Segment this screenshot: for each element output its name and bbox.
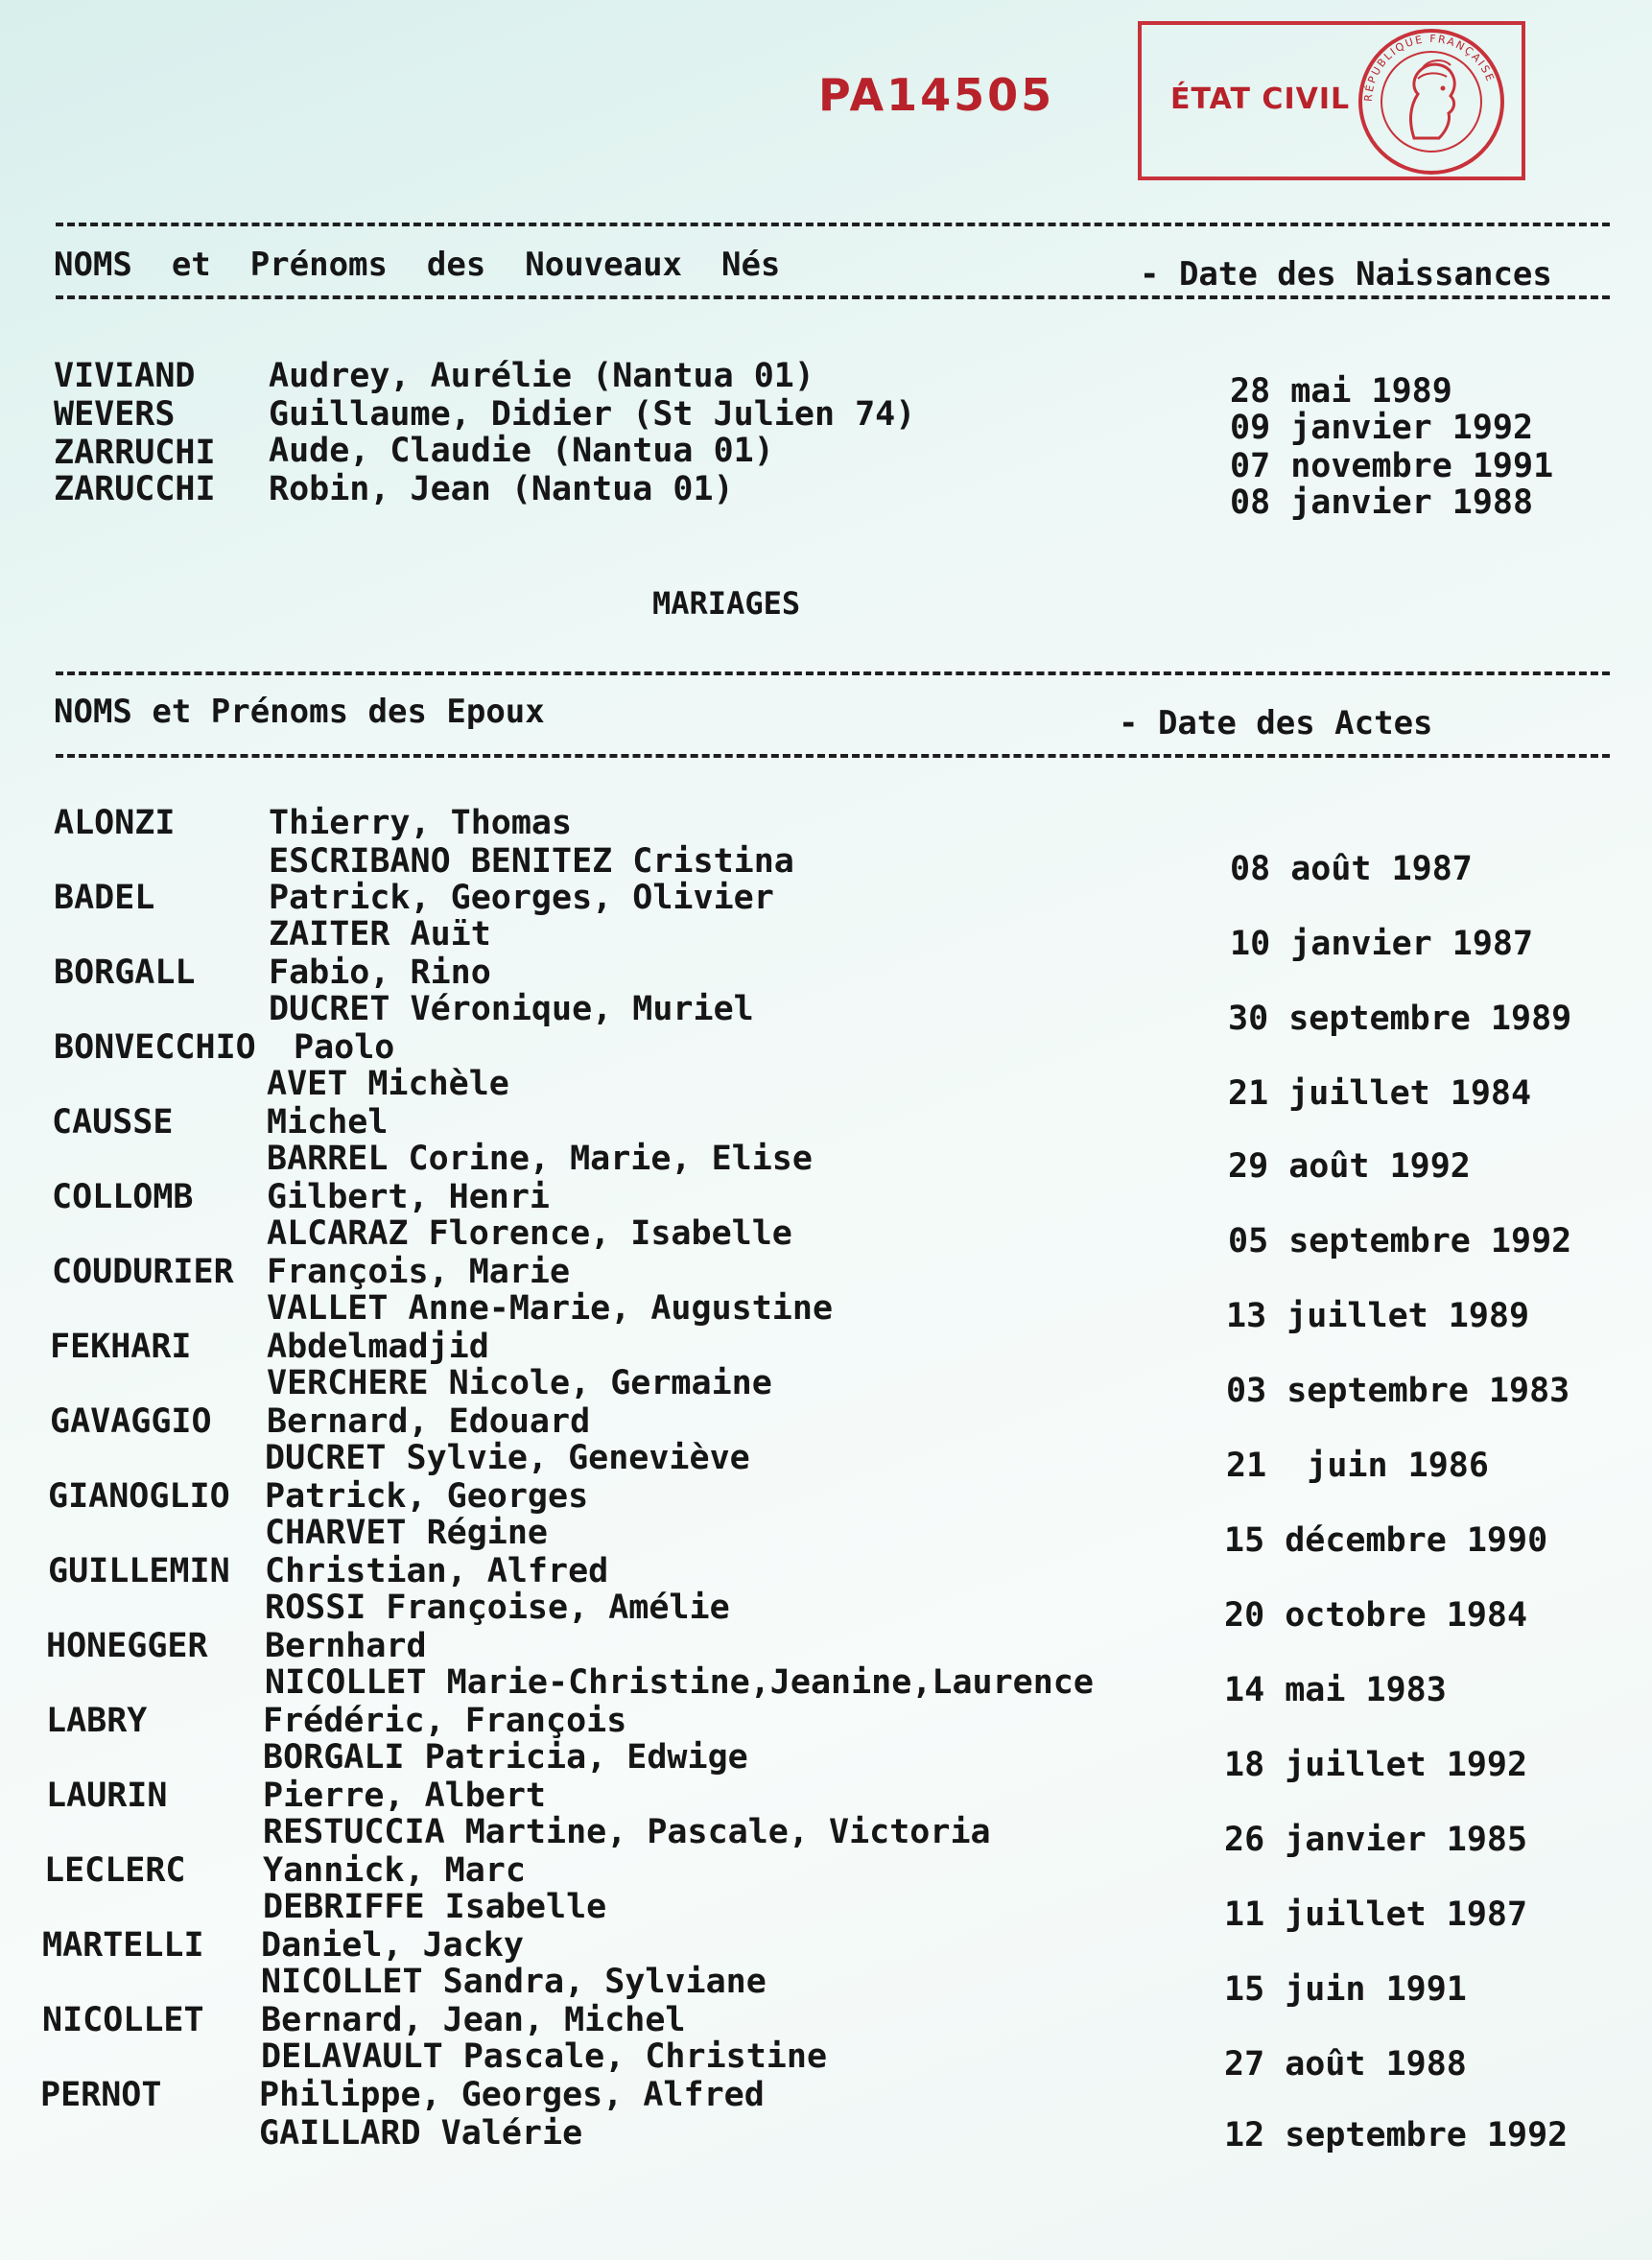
marriage-date: 20 octobre 1984: [1224, 1596, 1528, 1635]
marriage-surname: ALONZI: [54, 804, 176, 842]
marriage-given-names: François, Marie: [267, 1253, 571, 1291]
marriage-given-names: Abdelmadjid: [267, 1328, 489, 1366]
divider-line: [56, 223, 1610, 226]
marriage-spouse: CHARVET Régine: [265, 1514, 549, 1552]
marriage-spouse: AVET Michèle: [267, 1065, 509, 1103]
marriage-date: 08 août 1987: [1230, 850, 1473, 888]
marriage-spouse: DUCRET Sylvie, Geneviève: [265, 1439, 750, 1477]
marriage-given-names: Michel: [267, 1103, 389, 1142]
marriage-surname: BADEL: [54, 879, 155, 917]
marriage-surname: GUILLEMIN: [48, 1552, 230, 1590]
marriage-surname: NICOLLET: [42, 2001, 204, 2039]
marriage-spouse: ROSSI Françoise, Amélie: [265, 1589, 730, 1627]
reference-number: PA14505: [818, 69, 1055, 121]
marriage-surname: PERNOT: [40, 2076, 162, 2114]
marriage-surname: LABRY: [46, 1702, 148, 1740]
marriage-date: 11 juillet 1987: [1224, 1895, 1528, 1934]
marriage-date: 30 septembre 1989: [1228, 1000, 1572, 1038]
marianne-seal-icon: [1355, 25, 1508, 178]
marriage-date: 27 août 1988: [1224, 2045, 1467, 2083]
marriage-surname: BONVECCHIO: [54, 1028, 256, 1067]
marriage-given-names: Gilbert, Henri: [267, 1178, 551, 1216]
birth-surname: VIVIAND: [54, 357, 196, 395]
marriage-given-names: Christian, Alfred: [265, 1552, 609, 1590]
marriage-date: 29 août 1992: [1228, 1147, 1471, 1186]
etat-civil-stamp: [1138, 21, 1525, 180]
marriages-title: MARIAGES: [652, 585, 801, 622]
marriage-spouse: NICOLLET Sandra, Sylviane: [261, 1963, 767, 2001]
birth-date: 09 janvier 1992: [1230, 409, 1534, 447]
birth-given-names: Robin, Jean (Nantua 01): [269, 470, 734, 508]
marriage-surname: GAVAGGIO: [50, 1402, 212, 1441]
marriage-given-names: Yannick, Marc: [263, 1851, 526, 1890]
marriage-date: 05 septembre 1992: [1228, 1222, 1572, 1260]
marriage-surname: COUDURIER: [52, 1253, 234, 1291]
marriage-given-names: Bernard, Edouard: [267, 1402, 591, 1441]
marriage-date: 15 juin 1991: [1224, 1970, 1467, 2009]
marriage-spouse: VALLET Anne-Marie, Augustine: [267, 1289, 834, 1328]
marriage-given-names: Pierre, Albert: [263, 1777, 547, 1815]
marriage-surname: MARTELLI: [42, 1926, 204, 1965]
marriage-spouse: ZAITER Auït: [269, 915, 491, 953]
marriage-spouse: ESCRIBANO BENITEZ Cristina: [269, 842, 794, 881]
marriage-given-names: Paolo: [294, 1028, 395, 1067]
marriage-date: 18 juillet 1992: [1224, 1746, 1528, 1784]
marriage-surname: BORGALL: [54, 953, 196, 992]
divider-line: [56, 754, 1610, 758]
birth-surname: ZARRUCHI: [54, 434, 216, 472]
marriage-given-names: Daniel, Jacky: [261, 1926, 524, 1965]
marriage-spouse: DELAVAULT Pascale, Christine: [261, 2037, 828, 2076]
marriage-given-names: Philippe, Georges, Alfred: [259, 2076, 765, 2114]
marriage-spouse: ALCARAZ Florence, Isabelle: [267, 1214, 792, 1253]
marriage-spouse: NICOLLET Marie-Christine,Jeanine,Laurence: [265, 1663, 1094, 1702]
marriage-given-names: Fabio, Rino: [269, 953, 491, 992]
marriage-spouse: BARREL Corine, Marie, Elise: [267, 1140, 813, 1178]
marriage-spouse: DUCRET Véronique, Muriel: [269, 990, 754, 1028]
marriage-date: 21 juillet 1984: [1228, 1074, 1532, 1113]
marriage-surname: LAURIN: [46, 1777, 168, 1815]
marriage-given-names: Thierry, Thomas: [269, 804, 573, 842]
marriage-surname: GIANOGLIO: [48, 1477, 230, 1516]
birth-given-names: Guillaume, Didier (St Julien 74): [269, 395, 916, 434]
marriages-header-names: NOMS et Prénoms des Epoux: [54, 693, 545, 731]
marriage-spouse: GAILLARD Valérie: [259, 2114, 583, 2153]
birth-surname: WEVERS: [54, 395, 176, 434]
marriage-date: 21 juin 1986: [1226, 1447, 1489, 1485]
marriage-given-names: Frédéric, François: [263, 1702, 627, 1740]
marriage-spouse: DEBRIFFE Isabelle: [263, 1888, 607, 1926]
marriage-date: 14 mai 1983: [1224, 1671, 1447, 1709]
birth-surname: ZARUCCHI: [54, 470, 216, 508]
divider-line: [56, 671, 1610, 675]
marriage-date: 03 septembre 1983: [1226, 1372, 1570, 1410]
marriage-given-names: Bernhard: [265, 1627, 427, 1665]
seal-text: RÉPUBLIQUE FRANÇAISE: [1361, 32, 1498, 103]
divider-line: [56, 295, 1610, 299]
marriage-spouse: RESTUCCIA Martine, Pascale, Victoria: [263, 1813, 991, 1851]
marriage-date: 13 juillet 1989: [1226, 1297, 1530, 1335]
marriage-date: 26 janvier 1985: [1224, 1821, 1528, 1859]
marriage-surname: HONEGGER: [46, 1627, 208, 1665]
births-header-date: - Date des Naissances: [1140, 255, 1552, 294]
marriage-given-names: Patrick, Georges: [265, 1477, 589, 1516]
marriage-date: 12 septembre 1992: [1224, 2116, 1569, 2154]
marriage-spouse: BORGALI Patricia, Edwige: [263, 1738, 748, 1777]
marriage-surname: COLLOMB: [52, 1178, 194, 1216]
marriage-date: 15 décembre 1990: [1224, 1521, 1548, 1560]
birth-date: 07 novembre 1991: [1230, 447, 1554, 485]
marriage-surname: FEKHARI: [50, 1328, 192, 1366]
births-header-names: NOMS et Prénoms des Nouveaux Nés: [54, 246, 781, 284]
birth-date: 08 janvier 1988: [1230, 483, 1534, 522]
marriage-given-names: Patrick, Georges, Olivier: [269, 879, 774, 917]
marriage-spouse: VERCHERE Nicole, Germaine: [267, 1364, 772, 1402]
marriage-date: 10 janvier 1987: [1230, 925, 1534, 963]
birth-given-names: Audrey, Aurélie (Nantua 01): [269, 357, 814, 395]
marriage-given-names: Bernard, Jean, Michel: [261, 2001, 686, 2039]
marriages-header-date: - Date des Actes: [1119, 704, 1433, 742]
marriage-surname: LECLERC: [44, 1851, 186, 1890]
birth-date: 28 mai 1989: [1230, 372, 1452, 411]
marriage-surname: CAUSSE: [52, 1103, 174, 1142]
stamp-label: ÉTAT CIVIL: [1170, 82, 1351, 116]
birth-given-names: Aude, Claudie (Nantua 01): [269, 432, 774, 470]
